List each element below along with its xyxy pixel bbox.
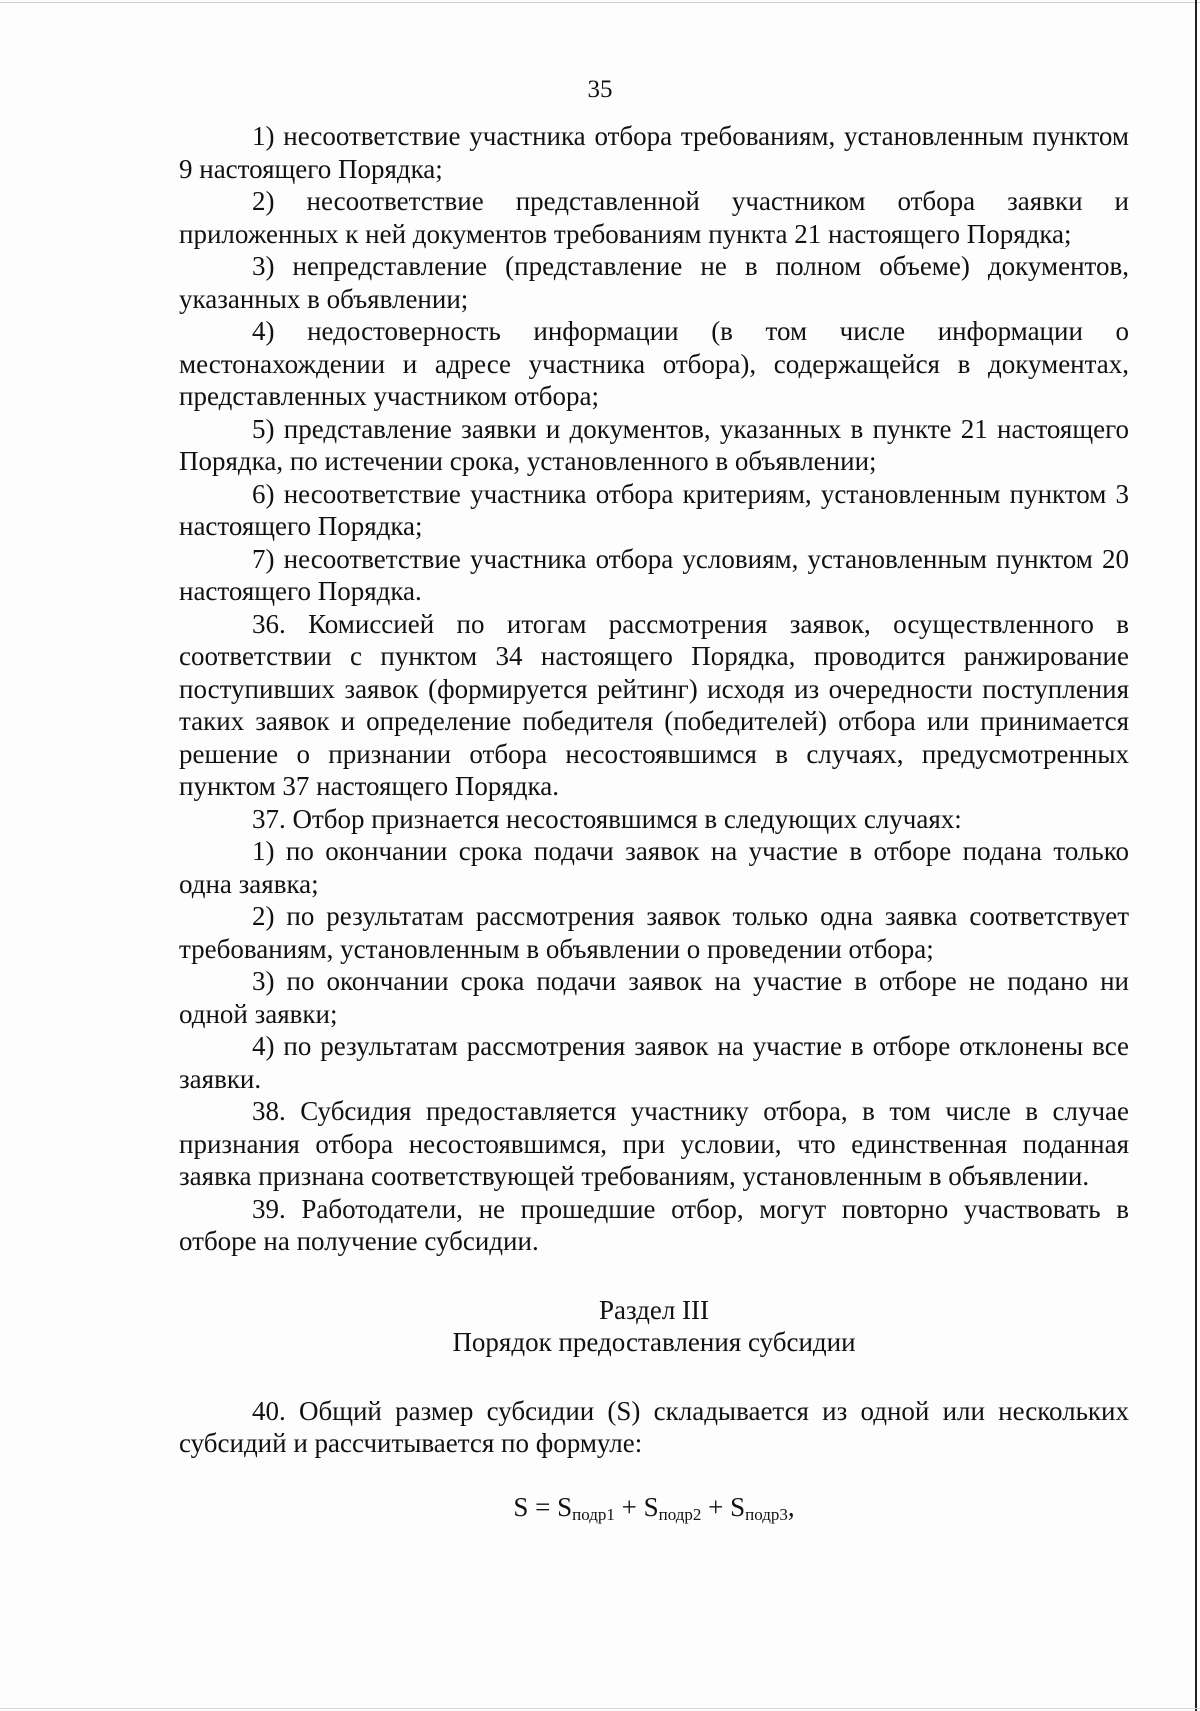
scan-edge-bottom <box>0 1708 1200 1709</box>
formula-sub-1: подр1 <box>572 1504 615 1524</box>
paragraph: 37. Отбор признается несостоявшимся в следующих случаях: <box>252 803 962 834</box>
formula-sub-3: подр3 <box>745 1504 788 1524</box>
paragraph: 4) недостоверность информации (в том числе информации о местонахождении и адресе участника отбора), содержащейся в документах, представленных участником отбора; <box>179 316 1129 411</box>
document-body <box>179 120 1129 1532</box>
page-number: 35 <box>587 76 613 103</box>
paragraph: 40. Общий размер субсидии (S) складывается из одной или нескольких субсидий и рассчитывается по формуле: <box>179 1395 1129 1458</box>
paragraph: 2) несоответствие представленной участником отбора заявки и приложенных к ней документов требованиям пункта 21 настоящего Порядка; <box>179 186 1129 249</box>
paragraph: 39. Работодатели, не прошедшие отбор, могут повторно участвовать в отборе на получение субсидии. <box>179 1193 1129 1256</box>
section-heading-block <box>179 1294 1129 1359</box>
paragraph: 1) несоответствие участника отбора требованиям, установленным пунктом 9 настоящего Порядка; <box>179 121 1129 184</box>
formula-plus-2: + S <box>701 1491 746 1522</box>
paragraph: 36. Комиссией по итогам рассмотрения заявок, осуществленного в соответствии с пунктом 34 настоящего Порядка, проводится ранжирование поступивших заявок (формируется рейтинг) исходя из очередности поступления таких заявок и определение победителя (победителей) отбора или принимается решение о признании отбора несостоявшимся в случаях, предусмотренных пунктом 37 настоящего Порядка. <box>179 608 1129 801</box>
paragraph: 5) представление заявки и документов, указанных в пункте 21 настоящего Порядка, по истечении срока, установленного в объявлении; <box>179 413 1129 476</box>
section-label: Раздел III <box>598 1294 710 1325</box>
paragraph: 2) по результатам рассмотрения заявок только одна заявка соответствует требованиям, установленным в объявлении о проведении отбора; <box>179 901 1129 964</box>
scan-edge-top <box>0 2 1200 3</box>
section-title: Порядок предоставления субсидии <box>452 1327 856 1357</box>
formula-lhs: S = S <box>513 1491 573 1522</box>
paragraph: 38. Субсидия предоставляется участнику отбора, в том числе в случае признания отбора несостоявшимся, при условии, что единственная поданная заявка признана соответствующей требованиям, установленным в объявлении. <box>179 1096 1129 1191</box>
scan-edge-right <box>1195 0 1197 1711</box>
formula-plus-1: + S <box>614 1491 659 1522</box>
paragraph: 1) по окончании срока подачи заявок на участие в отборе подана только одна заявка; <box>179 836 1129 899</box>
paragraph: 4) по результатам рассмотрения заявок на участие в отборе отклонены все заявки. <box>179 1031 1129 1094</box>
paragraph: 3) по окончании срока подачи заявок на участие в отборе не подано ни одной заявки; <box>179 966 1129 1029</box>
paragraph: 6) несоответствие участника отбора критериям, установленным пунктом 3 настоящего Порядка; <box>179 478 1129 541</box>
formula-tail: , <box>787 1491 795 1522</box>
formula-sub-2: подр2 <box>658 1504 702 1524</box>
subsidy-formula <box>179 1490 1129 1532</box>
paragraph: 3) непредставление (представление не в полном объеме) документов, указанных в объявлении; <box>179 251 1129 314</box>
paragraph: 7) несоответствие участника отбора условиям, установленным пунктом 20 настоящего Порядка. <box>179 543 1129 606</box>
